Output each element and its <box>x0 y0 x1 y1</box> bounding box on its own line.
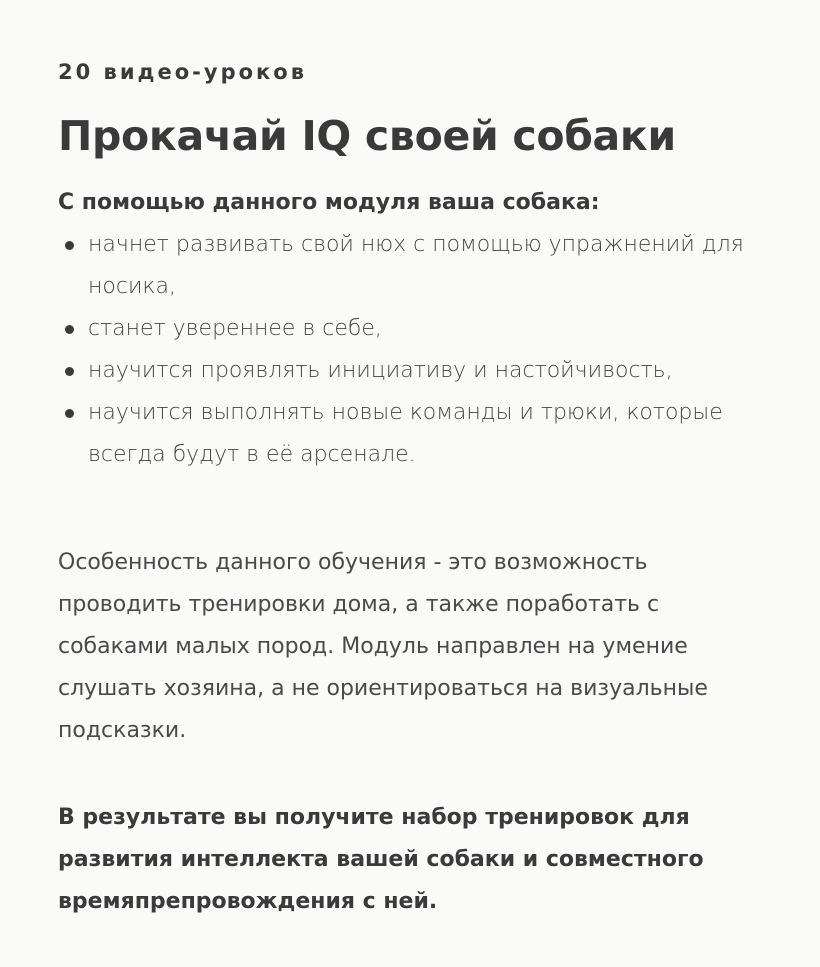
list-item <box>58 350 778 392</box>
description-paragraph: Особенность данного обучения - это возможность проводить тренировки дома, а также поработать с собаками малых пород. Модуль направлен на умение слушать хозяина, а не ориентироваться на визуальные подсказки. <box>58 550 708 743</box>
bullet-icon <box>65 409 74 418</box>
list-item-text: станет увереннее в себе, <box>88 316 382 341</box>
lesson-count-label: 20 видео-уроков <box>58 60 308 84</box>
list-item-text: научится выполнять новые команды и трюки, которые всегда будут в её арсенале. <box>88 400 723 467</box>
list-item <box>58 224 778 308</box>
list-item <box>58 392 778 476</box>
list-item <box>58 308 778 350</box>
intro-heading: С помощью данного модуля ваша собака: <box>58 190 600 215</box>
bullet-icon <box>65 367 74 376</box>
result-statement: В результате вы получите набор тренировок для развития интеллекта вашей собаки и совместного времяпрепровождения с ней. <box>58 805 704 914</box>
benefits-list <box>58 224 778 476</box>
list-item-text: начнет развивать свой нюх с помощью упражнений для носика, <box>88 232 744 299</box>
page-title: Прокачай IQ своей собаки <box>58 112 676 160</box>
bullet-icon <box>65 325 74 334</box>
bullet-icon <box>65 241 74 250</box>
module-description <box>58 58 778 923</box>
list-item-text: научится проявлять инициативу и настойчивость, <box>88 358 673 383</box>
